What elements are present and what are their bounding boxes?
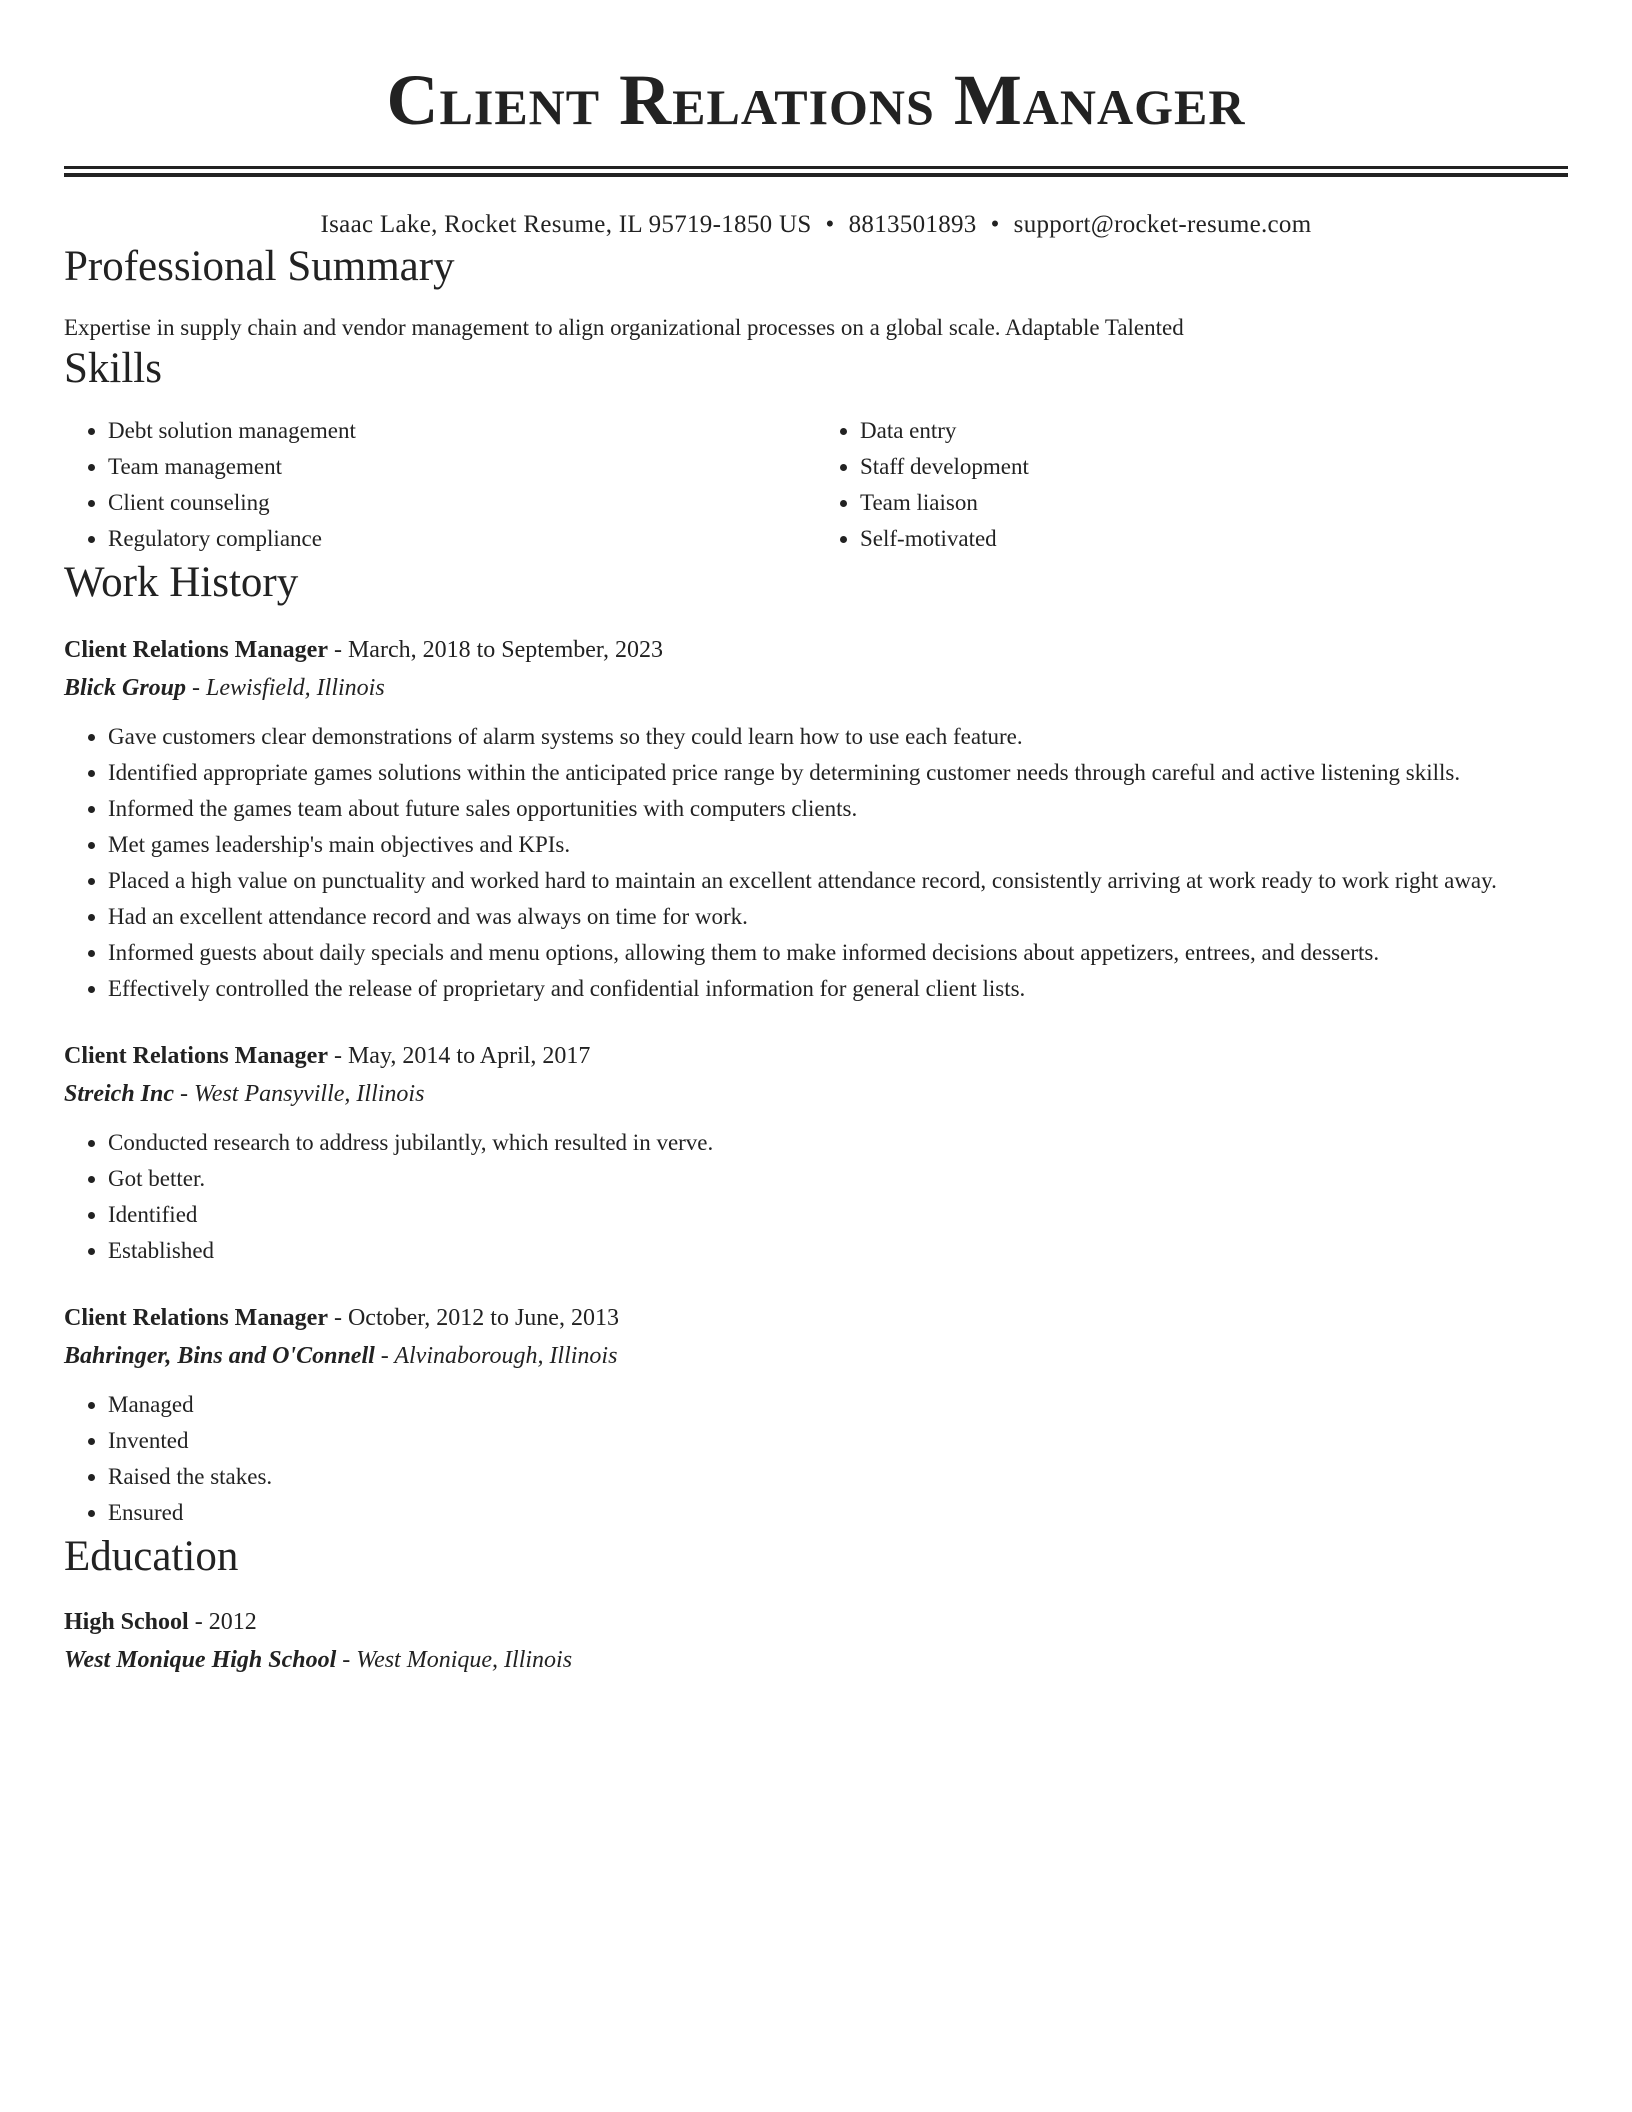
job-title: Client Relations Manager	[64, 637, 328, 663]
title-divider	[64, 166, 1568, 177]
job-dates: - October, 2012 to June, 2013	[327, 1305, 619, 1331]
job-bullet: • Got better.	[108, 1161, 1568, 1197]
job-bullet: • Conducted research to address jubilantly, which resulted in verve.	[108, 1125, 1568, 1161]
company-line	[64, 1075, 1568, 1113]
job-bullet: • Placed a high value on punctuality and worked hard to maintain an excellent attendance record, consistently arriving at work ready to work right away.	[108, 863, 1568, 899]
summary-heading: Professional Summary	[64, 243, 455, 290]
job-bullet: • Raised the stakes.	[108, 1459, 1568, 1495]
skill-item: • Self-motivated	[860, 521, 1568, 557]
company-name: Bahringer, Bins and O'Connell	[64, 1343, 375, 1369]
job-bullet: • Informed the games team about future sales opportunities with computers clients.	[108, 791, 1568, 827]
company-location: - West Pansyville, Illinois	[174, 1081, 425, 1107]
education-heading: Education	[64, 1533, 239, 1580]
skill-item: • Staff development	[860, 449, 1568, 485]
job-entry	[64, 631, 1568, 1007]
school-name: West Monique High School	[64, 1647, 337, 1673]
job-bullets	[64, 1387, 1568, 1531]
company-line	[64, 669, 1568, 707]
company-line	[64, 1337, 1568, 1375]
degree-year: - 2012	[188, 1609, 257, 1635]
work-history-heading: Work History	[64, 559, 299, 606]
job-bullet: • Gave customers clear demonstrations of alarm systems so they could learn how to use each feature.	[108, 719, 1568, 755]
job-title-line	[64, 1299, 1568, 1337]
contact-address: Isaac Lake, Rocket Resume, IL 95719-1850 US	[320, 211, 812, 238]
company-location: - Alvinaborough, Illinois	[374, 1343, 618, 1369]
job-bullet: • Effectively controlled the release of proprietary and confidential information for general client lists.	[108, 971, 1568, 1007]
contact-email: support@rocket-resume.com	[1013, 211, 1312, 238]
skill-item: • Regulatory compliance	[108, 521, 816, 557]
contact-separator: •	[990, 211, 1000, 238]
skill-item: • Client counseling	[108, 485, 816, 521]
skill-item: • Data entry	[860, 413, 1568, 449]
company-name: Blick Group	[64, 675, 187, 701]
job-bullet: • Invented	[108, 1423, 1568, 1459]
contact-line	[64, 209, 1568, 241]
job-title: Client Relations Manager	[64, 1305, 328, 1331]
job-title-line	[64, 1037, 1568, 1075]
skills-heading: Skills	[64, 345, 162, 392]
skills-column-left	[64, 413, 816, 557]
company-name: Streich Inc	[64, 1081, 175, 1107]
skill-item: • Team liaison	[860, 485, 1568, 521]
skill-item: • Team management	[108, 449, 816, 485]
resume-title: Client Relations Manager	[386, 60, 1246, 140]
school-line	[64, 1641, 1568, 1679]
job-bullet: • Met games leadership's main objectives and KPIs.	[108, 827, 1568, 863]
job-bullet: • Ensured	[108, 1495, 1568, 1531]
degree-line	[64, 1603, 1568, 1641]
contact-separator: •	[825, 211, 835, 238]
school-location: - West Monique, Illinois	[336, 1647, 573, 1673]
job-dates: - May, 2014 to April, 2017	[327, 1043, 591, 1069]
degree-name: High School	[64, 1609, 189, 1635]
job-title: Client Relations Manager	[64, 1043, 328, 1069]
job-bullets	[64, 1125, 1568, 1269]
skills-list	[64, 413, 1568, 557]
job-bullet: • Established	[108, 1233, 1568, 1269]
job-bullet: • Identified	[108, 1197, 1568, 1233]
job-entry	[64, 1037, 1568, 1269]
job-bullets	[64, 719, 1568, 1007]
education-entry	[64, 1603, 1568, 1679]
company-location: - Lewisfield, Illinois	[186, 675, 385, 701]
job-title-line	[64, 631, 1568, 669]
job-entry	[64, 1299, 1568, 1531]
skill-item: • Debt solution management	[108, 413, 816, 449]
summary-text: Expertise in supply chain and vendor management to align organizational processes on a global scale. Adaptable Talented	[64, 315, 1184, 340]
contact-phone: 8813501893	[848, 211, 977, 238]
job-dates: - March, 2018 to September, 2023	[327, 637, 663, 663]
skills-column-right	[816, 413, 1568, 557]
job-bullet: • Had an excellent attendance record and was always on time for work.	[108, 899, 1568, 935]
job-bullet: • Informed guests about daily specials and menu options, allowing them to make informed decisions about appetizers, entrees, and desserts.	[108, 935, 1568, 971]
job-bullet: • Managed	[108, 1387, 1568, 1423]
job-bullet: • Identified appropriate games solutions within the anticipated price range by determining customer needs through careful and active listening skills.	[108, 755, 1568, 791]
